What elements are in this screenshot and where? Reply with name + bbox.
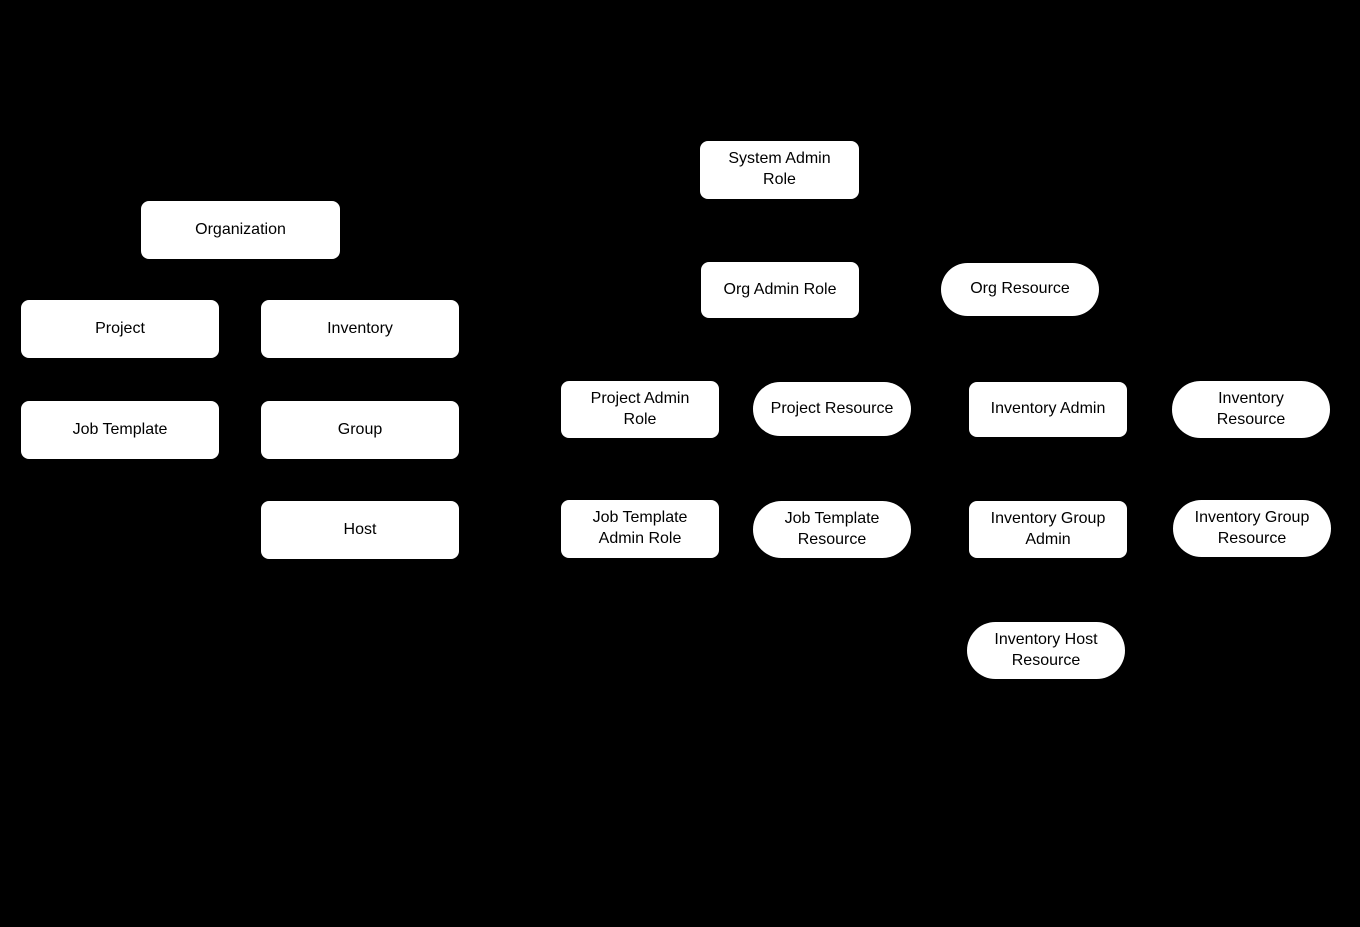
node-label: Resource [1217, 529, 1287, 547]
node-project-admin-role [561, 381, 719, 438]
node-inventory-group-admin [969, 501, 1127, 558]
node-job-template [21, 401, 219, 459]
node-host [261, 501, 459, 559]
node-label: Inventory Host [994, 630, 1098, 648]
node-job-template-resource [753, 501, 911, 558]
node-label: Resource [797, 530, 867, 548]
node-label: Job Template [72, 420, 168, 438]
node-label: Resource [1011, 651, 1081, 669]
node-group [261, 401, 459, 459]
node-system-admin-role [700, 141, 859, 199]
node-org-resource [941, 263, 1099, 316]
node-job-template-admin-role [561, 500, 719, 558]
node-label: Org Admin Role [723, 280, 837, 298]
node-inventory [261, 300, 459, 358]
node-label: Inventory Admin [990, 400, 1106, 418]
node-label: Admin [1025, 530, 1071, 548]
node-inventory-resource [1172, 381, 1330, 438]
node-label: Project [95, 319, 145, 337]
node-label: Inventory [327, 319, 393, 337]
node-label: Group [337, 420, 383, 438]
node-org-admin-role [701, 262, 859, 318]
node-project-resource [753, 382, 911, 436]
node-label: Org Resource [970, 280, 1070, 298]
node-label: Role [623, 410, 657, 428]
node-label: Admin Role [598, 530, 682, 547]
node-label: Role [763, 171, 796, 188]
node-label: Organization [195, 220, 286, 238]
node-inventory-admin [969, 382, 1127, 437]
node-inventory-host-resource [967, 622, 1125, 679]
node-label: Inventory [1218, 389, 1284, 407]
node-label: Project Admin [590, 389, 690, 407]
node-label: Project Resource [770, 399, 894, 417]
node-label: Inventory Group [990, 509, 1106, 527]
node-label: System Admin [728, 150, 831, 168]
node-label: Inventory Group [1194, 508, 1310, 526]
node-inventory-group-resource [1173, 500, 1331, 557]
node-label: Job Template [784, 509, 880, 527]
node-label: Host [343, 520, 377, 538]
node-organization [141, 201, 340, 259]
node-project [21, 300, 219, 358]
node-label: Job Template [592, 509, 688, 527]
node-label: Resource [1216, 410, 1286, 428]
